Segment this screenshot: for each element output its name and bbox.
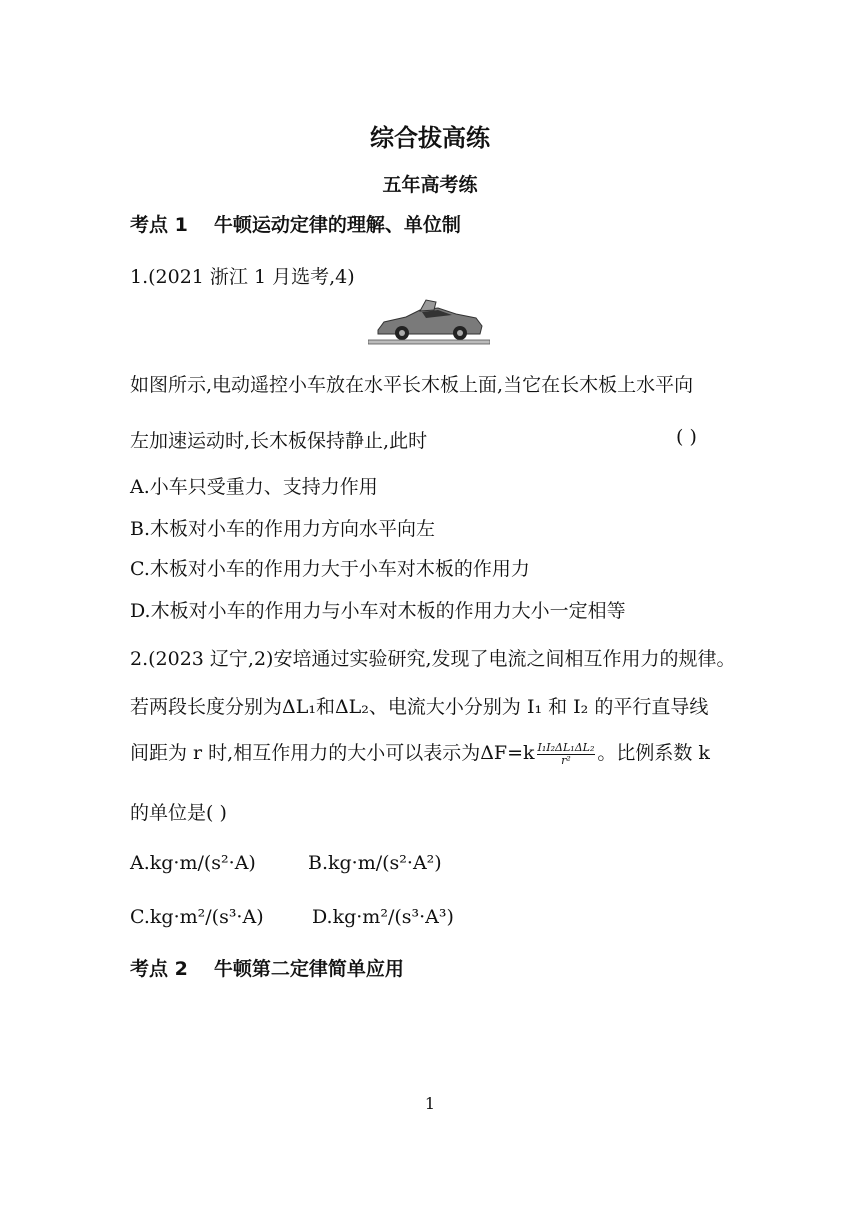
car-icon	[378, 300, 482, 340]
car-illustration	[368, 298, 490, 346]
option-a-2: A.kg·m/(s²·A)	[130, 852, 256, 874]
question-2-line3	[130, 738, 710, 767]
section-heading-2	[130, 954, 404, 981]
option-b: B.木板对小车的作用力方向水平向左	[130, 518, 436, 540]
section-text: 牛顿第二定律简单应用	[213, 958, 404, 980]
question-1-source: 1.(2021 浙江 1 月选考,4)	[130, 266, 355, 288]
formula-prefix: 间距为 r 时,相互作用力的大小可以表示为ΔF=k	[130, 742, 535, 764]
option-c-2: C.kg·m²/(s³·A)	[130, 906, 264, 928]
formula-suffix: 。比例系数 k	[597, 742, 710, 764]
option-a: A.小车只受重力、支持力作用	[130, 476, 378, 498]
answer-paren: ( )	[676, 426, 697, 448]
formula-fraction	[537, 742, 596, 767]
question-2-text: 安培通过实验研究,发现了电流之间相互作用力的规律。	[273, 648, 736, 670]
section-label: 考点 2	[130, 958, 188, 980]
question-2-options-row1	[130, 852, 442, 874]
page-number: 1	[424, 1094, 436, 1113]
section-text: 牛顿运动定律的理解、单位制	[213, 214, 461, 236]
option-b-2: B.kg·m/(s²·A²)	[308, 852, 442, 874]
page-title: 综合拔高练	[370, 124, 490, 152]
section-label: 考点 1	[130, 214, 188, 236]
option-d-2: D.kg·m²/(s³·A³)	[312, 906, 454, 928]
question-2-line4: 的单位是( )	[130, 802, 227, 824]
question-2-line2: 若两段长度分别为ΔL₁和ΔL₂、电流大小分别为 I₁ 和 I₂ 的平行直导线	[130, 696, 709, 718]
page-subtitle: 五年高考练	[382, 174, 478, 196]
board-shape	[368, 340, 490, 344]
fraction-numerator: I₁I₂ΔL₁ΔL₂	[537, 740, 595, 754]
question-2-options-row2	[130, 906, 454, 928]
fraction-denominator: r²	[561, 753, 571, 767]
section-heading-1	[130, 210, 461, 237]
question-1-stem-line2: 左加速运动时,长木板保持静止,此时	[130, 430, 428, 452]
option-c: C.木板对小车的作用力大于小车对木板的作用力	[130, 558, 530, 580]
question-2-line1	[130, 644, 736, 671]
question-1-stem-line1: 如图所示,电动遥控小车放在水平长木板上面,当它在长木板上水平向	[130, 374, 694, 396]
option-d: D.木板对小车的作用力与小车对木板的作用力大小一定相等	[130, 600, 626, 622]
question-2-source: 2.(2023 辽宁,2)	[130, 648, 274, 670]
